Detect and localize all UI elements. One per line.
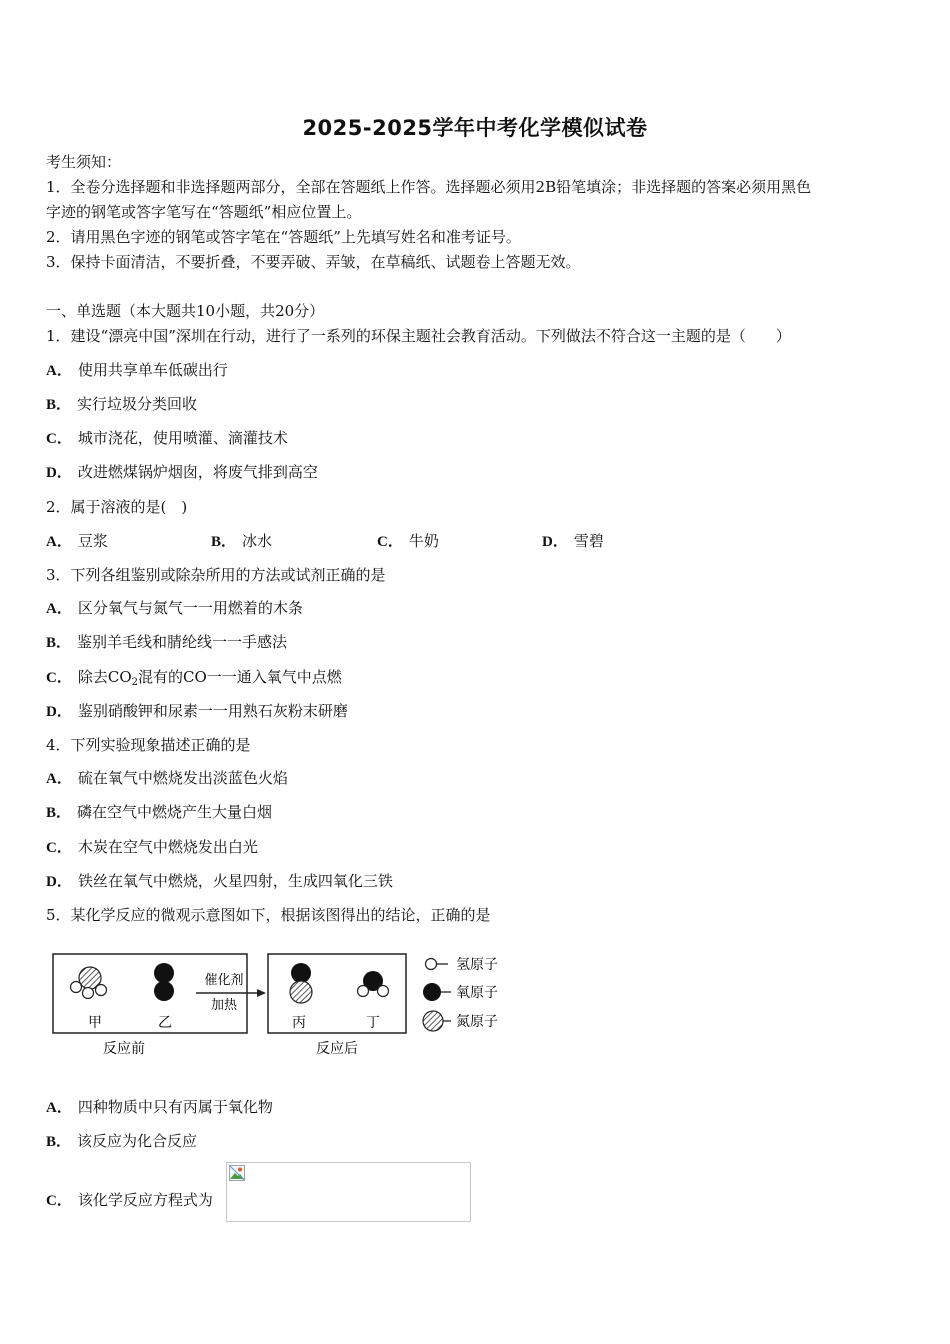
- question-2-option-d: [542, 531, 604, 552]
- option-text-pre: 除去CO: [77, 668, 132, 686]
- question-4-option-a: [46, 768, 288, 789]
- option-text: 区分氧气与氮气一一用燃着的木条: [77, 599, 303, 617]
- question-3-option-a: [46, 598, 303, 619]
- molecule-ding: [358, 971, 389, 997]
- question-5-option-c: [46, 1190, 213, 1211]
- legend-label: 氮原子: [456, 1014, 498, 1030]
- option-label: D．: [542, 534, 568, 550]
- option-text: 该化学反应方程式为: [77, 1191, 213, 1209]
- option-label: C．: [46, 431, 72, 447]
- notice-line-2: 字迹的钢笔或答字笔写在“答题纸”相应位置上。: [46, 203, 362, 221]
- option-label: C．: [377, 534, 403, 550]
- question-4-stem: 4．下列实验现象描述正确的是: [46, 736, 251, 754]
- option-text: 四种物质中只有丙属于氧化物: [77, 1098, 273, 1116]
- label-jia: 甲: [88, 1015, 102, 1031]
- option-text: 使用共享单车低碳出行: [77, 361, 228, 379]
- arrow-head-icon: [257, 989, 266, 997]
- option-label: C．: [46, 840, 72, 856]
- option-text: 城市浇花，使用喷灌、滴灌技术: [77, 429, 288, 447]
- option-text: 鉴别羊毛线和腈纶线一一手感法: [77, 633, 288, 651]
- option-label: A．: [46, 771, 72, 787]
- molecule-bing: [290, 963, 312, 1003]
- legend-nitrogen: [423, 1011, 498, 1031]
- option-label: D．: [46, 704, 72, 720]
- question-4-option-b: [46, 802, 272, 823]
- label-ding: 丁: [366, 1015, 380, 1031]
- caption-before: 反应前: [103, 1041, 145, 1057]
- legend-label: 氢原子: [456, 957, 498, 973]
- molecule-jia: [71, 967, 107, 999]
- notice-line-3: 2．请用黑色字迹的钢笔或答字笔在“答题纸”上先填写姓名和准考证号。: [46, 228, 521, 246]
- option-label: B．: [46, 805, 72, 821]
- legend-label: 氧原子: [456, 985, 498, 1001]
- molecule-yi: [154, 963, 174, 1001]
- option-label: B．: [46, 635, 72, 651]
- option-label: B．: [46, 397, 72, 413]
- question-4-option-d: [46, 871, 393, 892]
- notice-heading: 考生须知：: [46, 153, 122, 171]
- option-text-post: 混有的CO一一通入氧气中点燃: [138, 668, 342, 686]
- option-label: A．: [46, 534, 72, 550]
- question-2-options: [46, 531, 746, 551]
- option-label: A．: [46, 363, 72, 379]
- option-label: A．: [46, 1100, 72, 1116]
- question-1-option-a: [46, 360, 228, 381]
- question-2-option-b: [211, 531, 272, 552]
- option-label: D．: [46, 465, 72, 481]
- option-text: 硫在氧气中燃烧发出淡蓝色火焰: [77, 769, 288, 787]
- question-5-stem: 5．某化学反应的微观示意图如下，根据该图得出的结论，正确的是: [46, 906, 491, 924]
- option-text: 鉴别硝酸钾和尿素一一用熟石灰粉末研磨: [77, 702, 348, 720]
- caption-after: 反应后: [316, 1041, 358, 1057]
- option-label: D．: [46, 874, 72, 890]
- legend-hydrogen: [426, 957, 499, 973]
- option-label: B．: [46, 1134, 72, 1150]
- option-text: 牛奶: [408, 532, 439, 550]
- question-2-stem: 2．属于溶液的是( ): [46, 498, 188, 516]
- question-1-option-d: [46, 462, 318, 483]
- option-text: 雪碧: [573, 532, 604, 550]
- question-2-option-a: [46, 531, 108, 552]
- notice-line-1: 1．全卷分选择题和非选择题两部分，全部在答题纸上作答。选择题必须用2B铅笔填涂；非选择题的答案必须用黑色: [46, 178, 812, 196]
- section-heading: 一、单选题（本大题共10小题，共20分）: [46, 302, 325, 320]
- question-2-option-c: [377, 531, 439, 552]
- arrow-condition-bottom: 加热: [210, 998, 238, 1013]
- legend-oxygen: [423, 983, 498, 1001]
- question-3-option-b: [46, 632, 287, 653]
- broken-image-icon: [229, 1165, 245, 1181]
- option-label: B．: [211, 534, 237, 550]
- question-3-stem: 3．下列各组鉴别或除杂所用的方法或试剂正确的是: [46, 566, 386, 584]
- notice-line-4: 3．保持卡面清洁，不要折叠，不要弄破、弄皱，在草稿纸、试题卷上答题无效。: [46, 253, 581, 271]
- arrow-condition-top: 催化剂: [204, 973, 244, 988]
- label-yi: 乙: [158, 1015, 172, 1031]
- option-text: 磷在空气中燃烧产生大量白烟: [77, 803, 273, 821]
- option-text: 铁丝在氧气中燃烧，火星四射，生成四氧化三铁: [77, 872, 393, 890]
- option-label: C．: [46, 1193, 72, 1209]
- question-1-stem: 1．建设“漂亮中国”深圳在行动，进行了一系列的环保主题社会教育活动。下列做法不符合这一主题的是（ ）: [46, 327, 791, 345]
- option-label: A．: [46, 601, 72, 617]
- question-3-option-d: [46, 701, 348, 722]
- option-text: 木炭在空气中燃烧发出白光: [77, 838, 258, 856]
- option-text: 改进燃煤锅炉烟囱，将废气排到高空: [77, 463, 318, 481]
- question-5-option-b: [46, 1131, 197, 1152]
- option-text: 豆浆: [77, 532, 108, 550]
- option-text: 实行垃圾分类回收: [77, 395, 198, 413]
- option-text: 冰水: [242, 532, 273, 550]
- option-label: C．: [46, 670, 72, 686]
- question-5-option-a: [46, 1097, 273, 1118]
- question-1-option-b: [46, 394, 197, 415]
- page-title: 2025-2025学年中考化学模似试卷: [302, 116, 648, 140]
- reaction-diagram: [46, 945, 516, 1060]
- label-bing: 丙: [292, 1015, 306, 1031]
- option-text: 该反应为化合反应: [77, 1132, 198, 1150]
- equation-image-placeholder: [226, 1162, 471, 1222]
- subscript: 2: [131, 677, 138, 688]
- question-3-option-c: [46, 667, 342, 688]
- question-4-option-c: [46, 837, 258, 858]
- question-1-option-c: [46, 428, 288, 449]
